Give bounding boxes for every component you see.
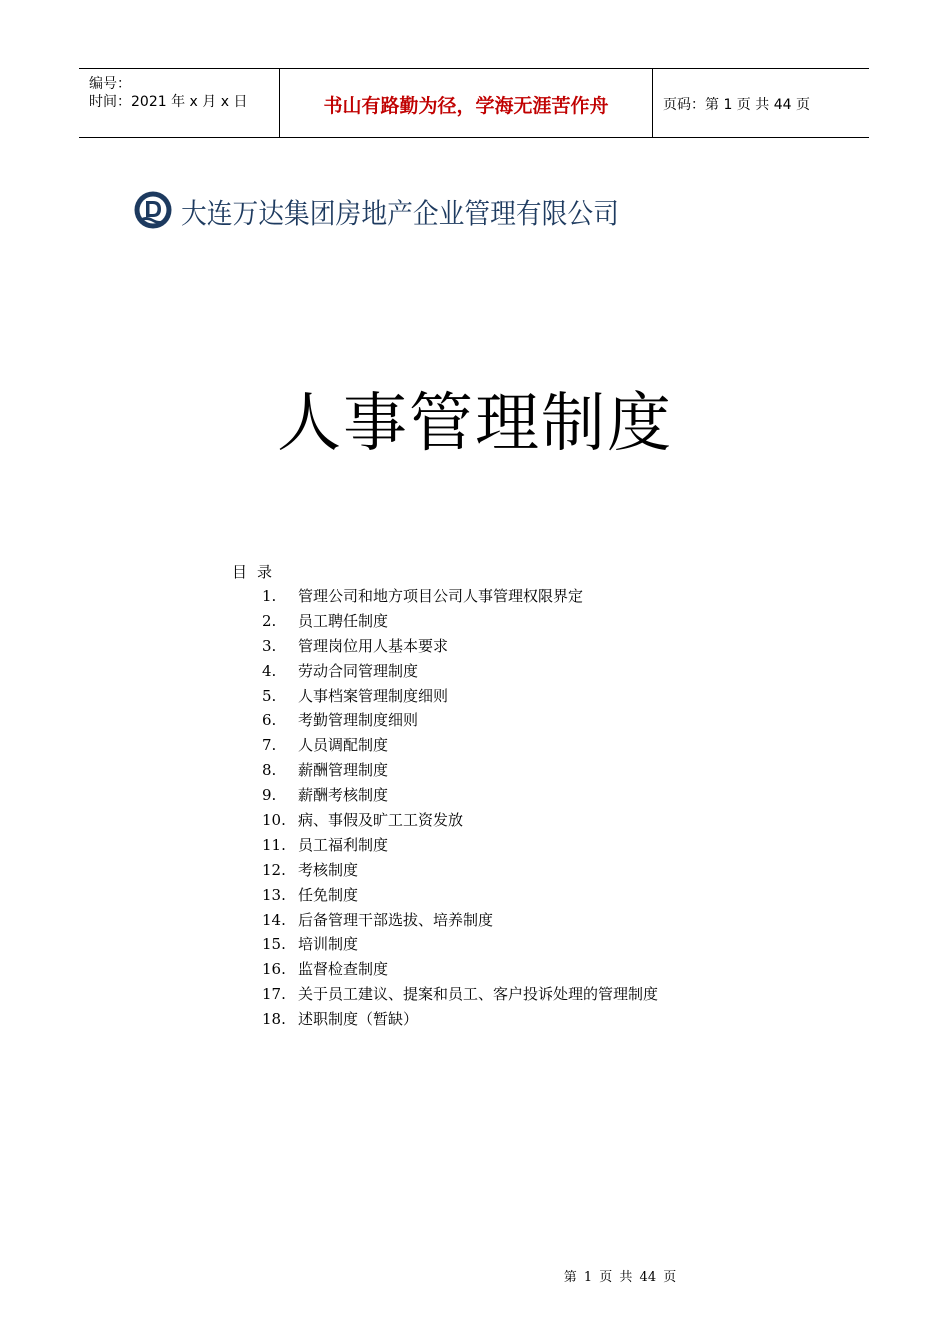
toc-item-text: 人事档案管理制度细则 — [298, 686, 449, 705]
toc-item-number: 4. — [262, 661, 277, 680]
toc-item[interactable] — [262, 634, 658, 659]
toc-item-number: 14. — [262, 910, 286, 929]
header-motto: 书山有路勤为径，学海无涯苦作舟 — [323, 95, 609, 117]
toc-item-text: 劳动合同管理制度 — [298, 661, 419, 680]
toc-item[interactable] — [262, 833, 658, 858]
toc-item-text: 管理公司和地方项目公司人事管理权限界定 — [298, 587, 584, 605]
toc-item-text: 薪酬管理制度 — [298, 761, 389, 780]
toc-item-number: 16. — [262, 960, 286, 979]
toc-item-number: 17. — [262, 985, 286, 1004]
table-of-contents — [262, 584, 658, 1032]
toc-item-number: 7. — [262, 736, 277, 755]
toc-item-text: 考勤管理制度细则 — [298, 711, 419, 730]
toc-item-number: 12. — [262, 860, 286, 879]
toc-item-text: 管理岗位用人基本要求 — [298, 636, 449, 655]
toc-item-number: 18. — [262, 1010, 286, 1029]
toc-item[interactable] — [262, 858, 658, 883]
header-meta-cell — [79, 69, 280, 137]
toc-item-text: 任免制度 — [298, 885, 359, 904]
toc-item-text: 薪酬考核制度 — [298, 786, 389, 805]
toc-item-number: 6. — [262, 711, 277, 730]
header-motto-cell — [280, 69, 653, 137]
document-date-label: 时间：2021 年 x 月 x 日 — [89, 94, 248, 110]
toc-item[interactable] — [262, 783, 658, 808]
toc-item-number: 15. — [262, 935, 286, 954]
toc-item[interactable] — [262, 758, 658, 783]
toc-item-text: 关于员工建议、提案和员工、客户投诉处理的管理制度 — [298, 985, 659, 1004]
toc-item[interactable] — [262, 982, 658, 1007]
toc-item-number: 10. — [262, 811, 286, 830]
toc-item-text: 后备管理干部选拔、培养制度 — [298, 910, 494, 929]
toc-item[interactable] — [262, 609, 658, 634]
toc-item-number: 13. — [262, 885, 286, 904]
toc-item[interactable] — [262, 957, 658, 982]
toc-item-number: 9. — [262, 786, 277, 805]
toc-item-number: 3. — [262, 636, 277, 655]
page-footer: 第 1 页 共 44 页 — [563, 1270, 677, 1285]
document-number-label: 编号： — [89, 76, 131, 92]
toc-item-text: 述职制度（暂缺） — [298, 1010, 419, 1029]
document-header — [79, 68, 869, 138]
toc-item[interactable] — [262, 584, 658, 609]
company-name: 大连万达集团房地产企业管理有限公司 — [181, 197, 619, 230]
toc-item-text: 员工福利制度 — [298, 835, 389, 854]
wanda-logo-icon — [133, 190, 173, 230]
toc-item[interactable] — [262, 659, 658, 684]
toc-item-text: 培训制度 — [298, 935, 359, 954]
toc-item-number: 1. — [262, 587, 277, 605]
toc-item-text: 病、事假及旷工工资发放 — [298, 811, 464, 830]
toc-item-number: 8. — [262, 761, 277, 780]
toc-item-text: 人员调配制度 — [298, 736, 389, 755]
header-page-info: 页码：第 1 页 共 44 页 — [663, 97, 810, 113]
document-title: 人事管理制度 — [277, 387, 673, 461]
toc-item[interactable] — [262, 684, 658, 709]
toc-item[interactable] — [262, 1007, 658, 1032]
toc-item-number: 11. — [262, 835, 286, 854]
toc-item-number: 5. — [262, 686, 277, 705]
toc-item[interactable] — [262, 932, 658, 957]
toc-item-number: 2. — [262, 611, 277, 630]
toc-item-text: 监督检查制度 — [298, 960, 389, 979]
toc-item[interactable] — [262, 908, 658, 933]
toc-item[interactable] — [262, 708, 658, 733]
toc-item[interactable] — [262, 883, 658, 908]
toc-item[interactable] — [262, 733, 658, 758]
header-page-cell — [653, 69, 869, 137]
toc-item-text: 员工聘任制度 — [298, 611, 389, 630]
toc-item[interactable] — [262, 808, 658, 833]
toc-heading: 目录 — [232, 563, 283, 581]
toc-item-text: 考核制度 — [298, 860, 359, 879]
